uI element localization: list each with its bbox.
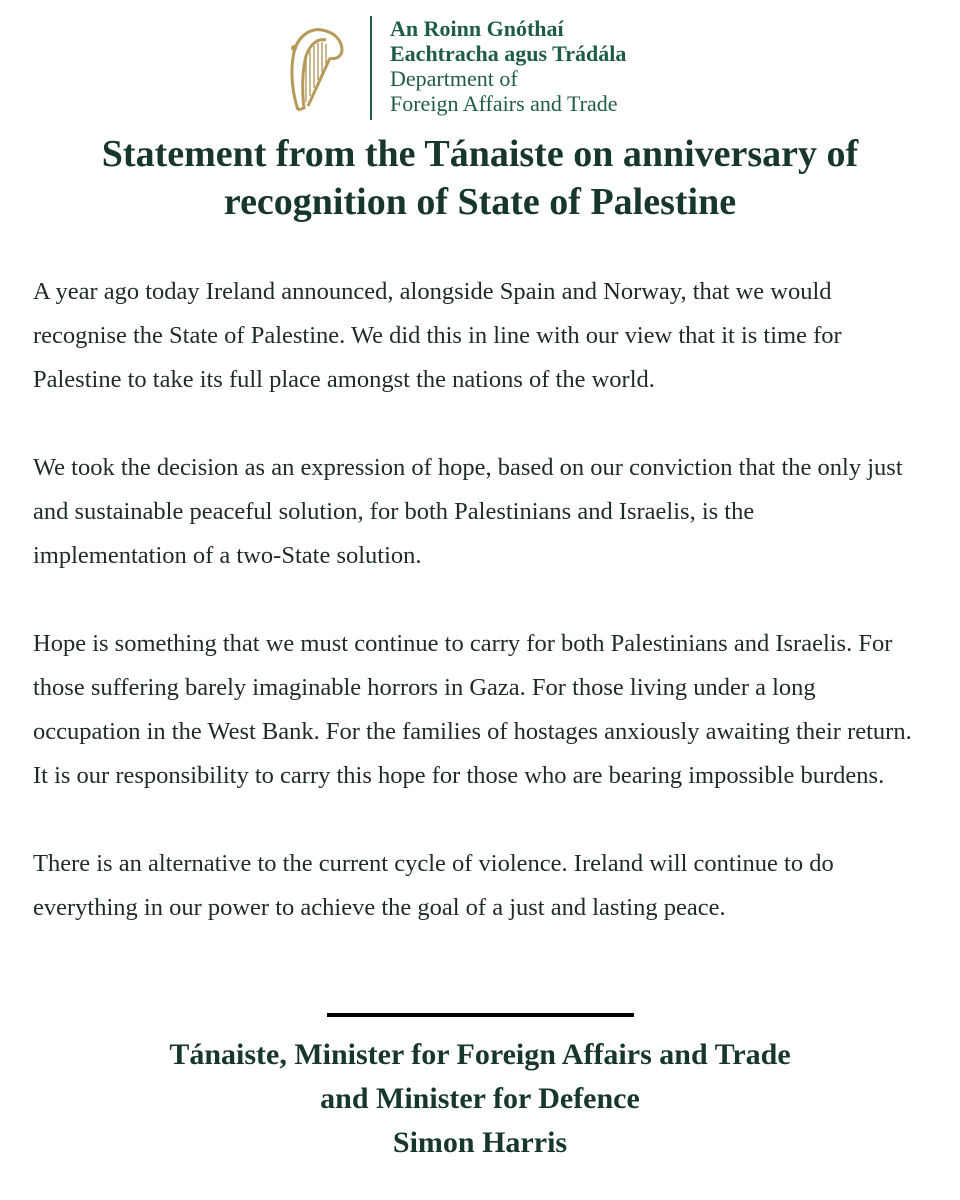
department-name [390,16,626,116]
paragraph: Hope is something that we must continue to carry for both Palestinians and Israelis. For those suffering barely imaginable horrors in Gaza. For those living under a long occupation in the West Bank. For the families of hostages anxiously awaiting their return. It is our responsibility to carry this hope for those who are bearing impossible burdens. [33,630,912,789]
dept-english-line1: Department of [390,66,518,91]
title-line-2: recognition of State of Palestine [223,181,737,223]
signature-block [0,1033,960,1165]
dept-irish-line2: Eachtracha agus Trádála [390,41,627,66]
signature-title-line2: and Minister for Defence [320,1082,640,1115]
paragraph: There is an alternative to the current cycle of violence. Ireland will continue to do everything in our power to achieve the goal of a just and lasting peace. [33,850,834,921]
signature-divider [327,1013,634,1017]
harp-icon [284,22,348,118]
paragraph: A year ago today Ireland announced, alongside Spain and Norway, that we would recognise the State of Palestine. We did this in line with our view that it is time for Palestine to take its full place amongst the nations of the world. [33,278,842,393]
letterhead [0,8,960,118]
letterhead-divider [370,16,372,120]
statement-body [33,270,913,974]
statement-title [40,130,920,226]
signature-title-line1: Tánaiste, Minister for Foreign Affairs and Trade [169,1038,791,1071]
paragraph: We took the decision as an expression of hope, based on our conviction that the only just and sustainable peaceful solution, for both Palestinians and Israelis, is the implementation of a two-State solution. [33,454,903,569]
dept-english-line2: Foreign Affairs and Trade [390,91,618,116]
dept-irish-line1: An Roinn Gnóthaí [390,16,564,41]
title-line-1: Statement from the Tánaiste on anniversary of [101,133,859,175]
signatory-name: Simon Harris [392,1126,568,1159]
